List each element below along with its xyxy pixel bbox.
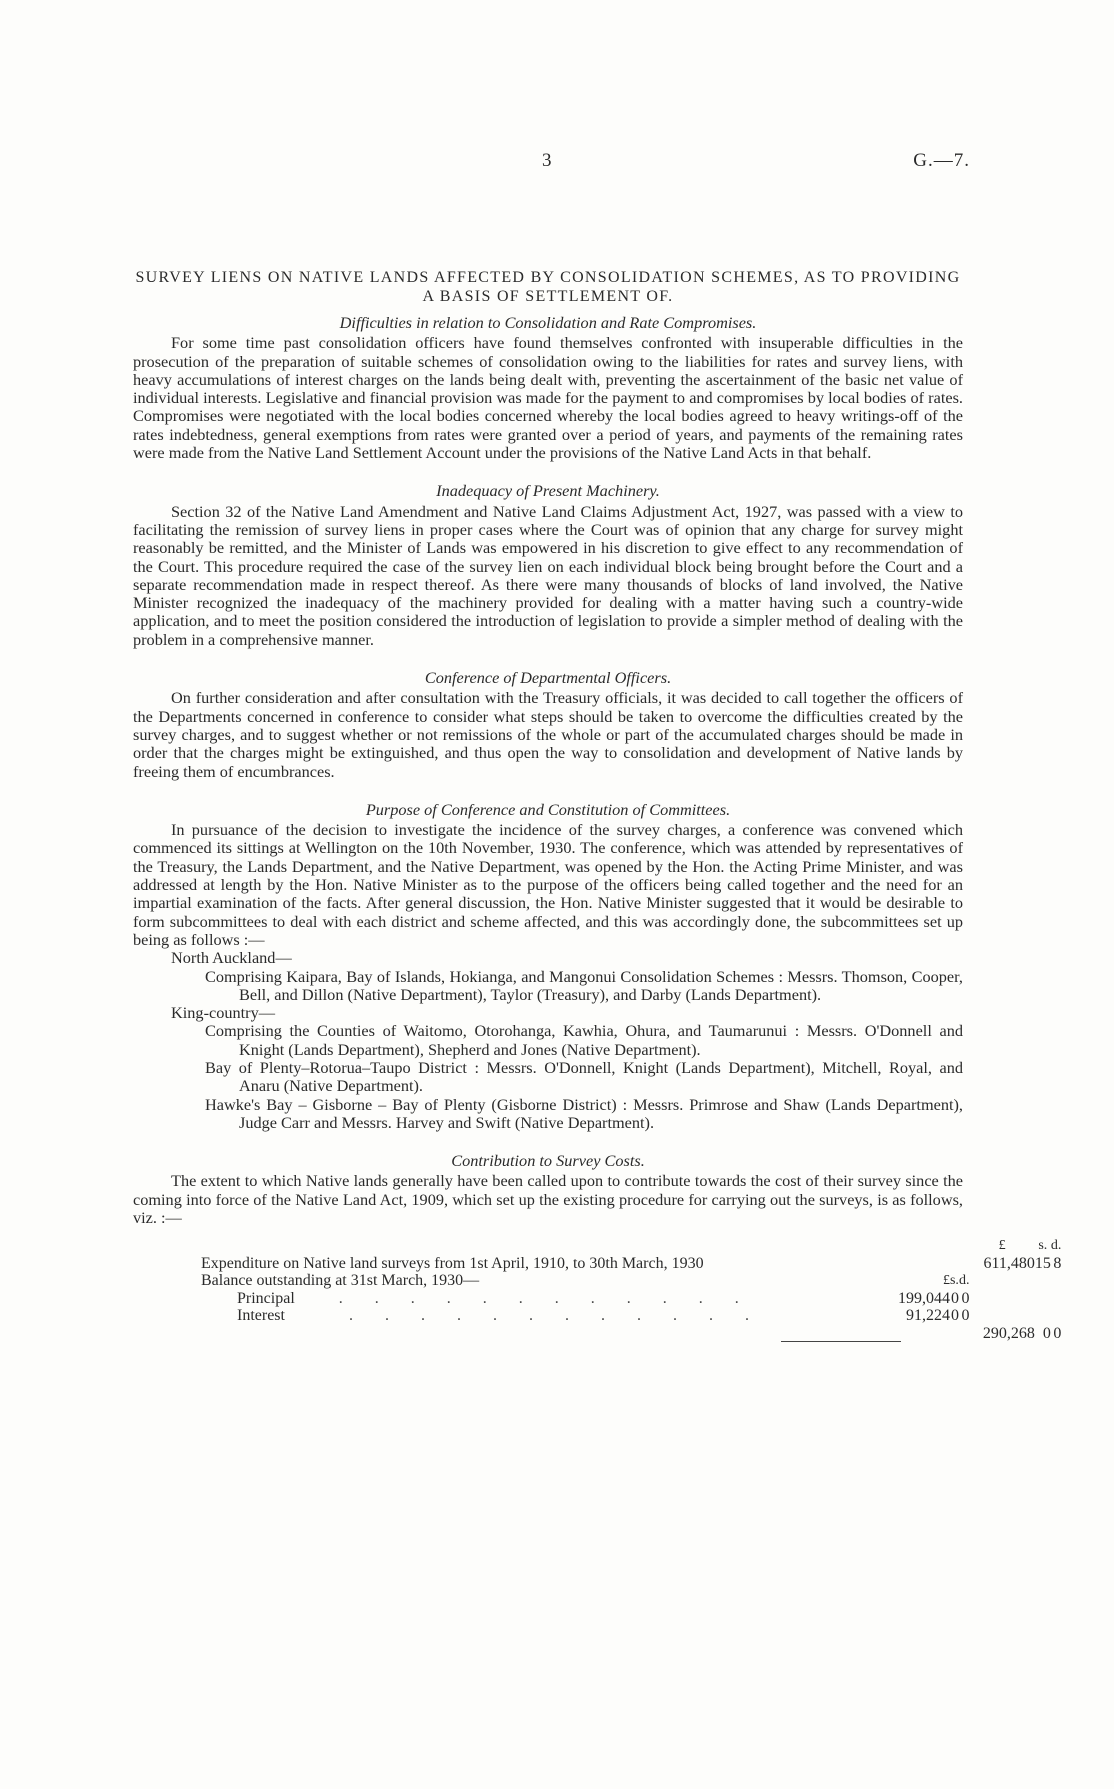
principal-pounds: 199,044 <box>897 1289 950 1307</box>
section-heading-inadequacy: Inadequacy of Present Machinery. <box>436 481 660 501</box>
shillings-header: s. <box>1038 1238 1048 1254</box>
pence-header: d. <box>1050 1238 1062 1254</box>
pounds-header: £ <box>998 1238 1006 1254</box>
interest-label <box>133 1307 763 1325</box>
principal-shillings: 0 <box>950 1289 959 1307</box>
document-reference: G.—7. <box>913 150 970 171</box>
balance-row <box>133 1272 1061 1290</box>
section-paragraph-difficulties: For some time past consolidation officers have found themselves confronted with insuperable difficulties in the prosecution of the preparation of suitable schemes of consolidation owing to the liabilities for rates and survey liens, with heavy accumulations of interest charges on the lands being dealt with, preventing the ascertainment of the basic net value of individual interests. Legislative and financial provision was made for the payment to and compromises by local bodies of rates. Compromises were negotiated with the local bodies concerned whereby the local bodies agreed to heavy writings-off of the rates indebtedness, general exemptions from rates were granted over a period of years, and payments of the remaining rates were made from the Native Land Settlement Account under the provisions of the Native Land Acts in that behalf. <box>133 333 963 463</box>
interest-label-text: Interest <box>237 1307 285 1325</box>
total-shillings: 0 <box>1042 1324 1051 1342</box>
leader-dots: . . . . . . . . . . . . <box>338 1289 753 1307</box>
page-number: 3 <box>542 150 552 171</box>
principal-label-text: Principal <box>237 1289 295 1307</box>
committee-label-king-country: King-country— <box>171 1003 275 1023</box>
interest-pounds: 91,224 <box>905 1307 950 1325</box>
committee-entry: Hawke's Bay – Gisborne – Bay of Plenty (Gisborne District) : Messrs. Primrose and Shaw (Lands Department), Judge Carr and Messrs. Harvey and Swift (Native Department). <box>205 1094 963 1132</box>
expenditure-pounds: 611,480 <box>983 1254 1035 1272</box>
page-content <box>133 268 1062 1342</box>
expenditure-row <box>133 1255 1061 1273</box>
total-pence: 0 <box>1053 1324 1062 1342</box>
interest-pence: 0 <box>961 1307 970 1325</box>
sub-pence-header: d. <box>958 1273 970 1289</box>
committee-entry: Comprising Kaipara, Bay of Islands, Hokianga, and Mangonui Consolidation Schemes : Messrs. Thomson, Cooper, Bell, and Dillon (Native Department), Taylor (Treasury), and Darby (Lands Department). <box>205 966 963 1004</box>
committee-label-north-auckland: North Auckland— <box>171 948 292 968</box>
leader-dots: . . . . . . . . . . . . <box>348 1307 763 1325</box>
committee-entry: Bay of Plenty–Rotorua–Taupo District : Messrs. O'Donnell, Knight (Lands Department), Mitchell, Royal, and Anaru (Native Department). <box>205 1057 963 1096</box>
expenditure-shillings: 15 <box>1034 1254 1051 1272</box>
section-heading-difficulties: Difficulties in relation to Consolidation and Rate Compromises. <box>339 313 757 332</box>
currency-header-row <box>133 1237 1061 1255</box>
sub-shillings-header: s. <box>949 1273 959 1289</box>
finance-table <box>133 1237 1061 1342</box>
page-header <box>0 150 1114 180</box>
section-heading-conference: Conference of Departmental Officers. <box>424 668 672 688</box>
sum-rule <box>781 1341 901 1342</box>
sub-pounds-header: £ <box>942 1273 950 1289</box>
section-paragraph-conference: On further consideration and after consultation with the Treasury officials, it was decided to call together the officers of the Departments concerned in conference to consider what steps should be taken to overcome the difficulties created by the survey charges, and to suggest whether or not remissions of the whole or part of the accumulated charges should be made in order that the charges might be extinguished, and thus open the way to consolidation and development of Native lands by freeing them of encumbrances. <box>133 688 963 781</box>
section-heading-purpose: Purpose of Conference and Constitution of Committees. <box>365 799 731 819</box>
balance-label: Balance outstanding at 31st March, 1930— <box>201 1272 480 1290</box>
expenditure-label: Expenditure on Native land surveys from 1st April, 1910, to 30th March, 1930 <box>201 1254 704 1272</box>
interest-row <box>133 1307 1061 1325</box>
principal-label <box>133 1290 763 1308</box>
total-row <box>133 1325 1061 1343</box>
committee-entry: Comprising the Counties of Waitomo, Otorohanga, Kawhia, Ohura, and Taumarunui : Messrs. O'Donnell and Knight (Lands Department), Shepherd and Jones (Native Department). <box>205 1021 963 1059</box>
interest-shillings: 0 <box>950 1307 959 1325</box>
section-heading-contribution: Contribution to Survey Costs. <box>451 1151 645 1171</box>
principal-row <box>133 1290 1061 1308</box>
section-paragraph-contribution: The extent to which Native lands generally have been called upon to contribute towards the cost of their survey since the coming into force of the Native Land Act, 1909, which set up the existing procedure for carrying out the surveys, is as follows, viz. :— <box>133 1171 963 1228</box>
principal-pence: 0 <box>961 1289 970 1307</box>
section-paragraph-purpose: In pursuance of the decision to investigate the incidence of the survey charges, a conference was convened which commenced its sittings at Wellington on the 10th November, 1930. The conference, which was attended by representatives of the Treasury, the Lands Department, and the Native Department, was opened by the Hon. the Acting Prime Minister, and was addressed at length by the Hon. Native Minister as to the purpose of the officers being called together and the need for an impartial examination of the facts. After general discussion, the Hon. Native Minister suggested that it would be desirable to form subcommittees to deal with each district and scheme affected, and this was accordingly done, the subcommittees set up being as follows :— <box>133 820 963 949</box>
total-pounds: 290,268 <box>982 1324 1035 1342</box>
report-title: SURVEY LIENS ON NATIVE LANDS AFFECTED BY CONSOLIDATION SCHEMES, AS TO PROVIDING A BASIS OF SETTLEMENT OF. <box>135 269 961 305</box>
expenditure-pence: 8 <box>1053 1254 1062 1272</box>
section-paragraph-inadequacy: Section 32 of the Native Land Amendment and Native Land Claims Adjustment Act, 1927, was passed with a view to facilitating the remission of survey liens in proper cases where the Court was of opinion that any charge for survey might reasonably be remitted, and the Minister of Lands was empowered in his discretion to give effect to any recommendation of the Court. This procedure required the case of the survey lien on each individual block being brought before the Court and a separate recommendation made in respect thereof. As there were many thousands of blocks of land involved, the Native Minister recognized the inadequacy of the machinery provided for dealing with a matter having such a country-wide application, and to meet the position considered the introduction of legislation to provide a simpler method of dealing with the problem in a comprehensive manner. <box>133 501 963 649</box>
